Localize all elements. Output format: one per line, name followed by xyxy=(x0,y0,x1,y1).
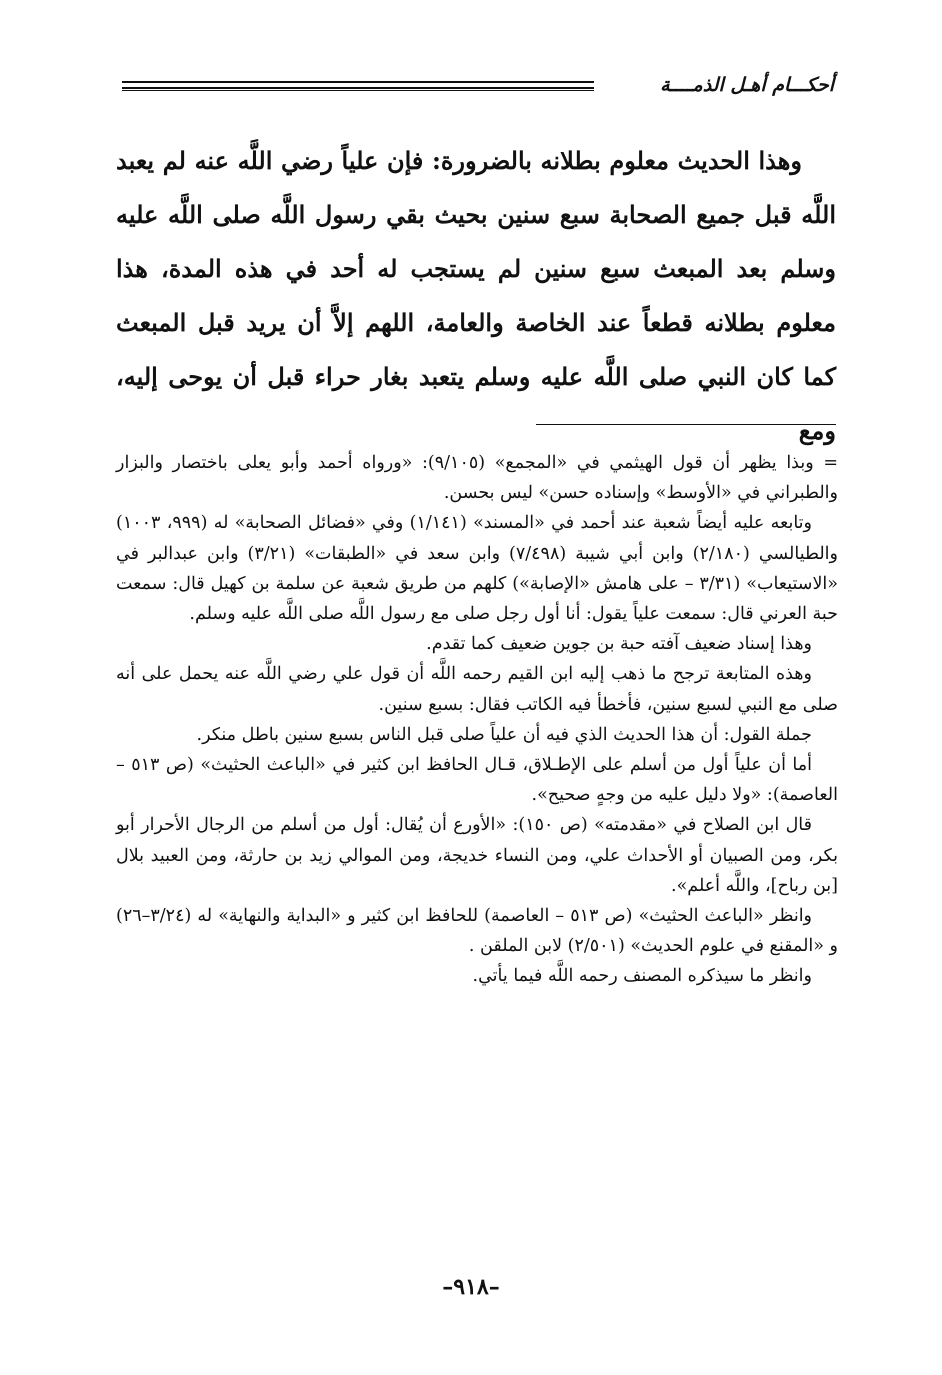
footnote-paragraph: وهذا إسناد ضعيف آفته حبة بن جوين ضعيف كما تقدم. xyxy=(426,634,812,655)
footnote-paragraph: وهذه المتابعة ترجح ما ذهب إليه ابن القيم رحمه اللَّه أن قول علي رضي اللَّه عنه يحمل على أنه صلى مع النبي لسبع سنين، فأخطأ فيه الكاتب فقال: بسبع سنين. xyxy=(116,664,838,715)
page-number: –٩١٨– xyxy=(442,1274,500,1300)
footnote-paragraph: = وبذا يظهر أن قول الهيثمي في «المجمع» (٩/١٠٥): «ورواه أحمد وأبو يعلى باختصار والبزار والطبراني في «الأوسط» وإسناده حسن» ليس بحسن. xyxy=(116,453,838,504)
header-thin-rule xyxy=(122,90,594,91)
footnote-paragraph: وانظر «الباعث الحثيث» (ص ٥١٣ – العاصمة) للحافظ ابن كثير و «البداية والنهاية» له (٣/٢٤–٢٦) و «المقنع في علوم الحديث» (٢/٥٠١) لابن الملقن . xyxy=(116,906,838,957)
running-header xyxy=(122,72,834,98)
footnote-paragraph: أما أن علياً أول من أسلم على الإطـلاق، قـال الحافظ ابن كثير في «الباعث الحثيث» (ص ٥١٣ – العاصمة): «ولا دليل عليه من وجهٍ صحيح». xyxy=(116,755,838,806)
footnote-separator xyxy=(536,424,836,425)
footnote-paragraph: قال ابن الصلاح في «مقدمته» (ص ١٥٠): «الأورع أن يُقال: أول من أسلم من الرجال الأحرار أبو بكر، ومن الصبيان أو الأحداث علي، ومن النساء خديجة، ومن الموالي زيد بن حارثة، ومن العبيد بلال [بن رباح]، واللَّه أعلم». xyxy=(116,815,838,896)
footnote-paragraph: وانظر ما سيذكره المصنف رحمه اللَّه فيما يأتي. xyxy=(472,966,812,987)
main-body-text xyxy=(116,134,836,458)
footnotes xyxy=(116,448,838,992)
footnote-paragraph: جملة القول: أن هذا الحديث الذي فيه أن علياً صلى قبل الناس بسبع سنين باطل منكر. xyxy=(196,724,812,745)
header-title: أحكـــام أهـل الذمــــة xyxy=(660,74,834,96)
header-double-rule xyxy=(122,81,594,89)
main-paragraph: وهذا الحديث معلوم بطلانه بالضرورة: فإن علياً رضي اللَّه عنه لم يعبد اللَّه قبل جميع الصحابة سبع سنين بحيث بقي رسول اللَّه صلى اللَّه عليه وسلم بعد المبعث سبع سنين لم يستجب له أحد في هذه المدة، هذا معلوم بطلانه قطعاً عند الخاصة والعامة، اللهم إلاَّ أن يريد قبل المبعث كما كان النبي صلى اللَّه عليه وسلم يتعبد بغار حراء قبل أن يوحى إليه، ومع xyxy=(116,146,836,445)
footnote-paragraph: وتابعه عليه أيضاً شعبة عند أحمد في «المسند» (١/١٤١) وفي «فضائل الصحابة» له (٩٩٩، ١٠٠٣) والطيالسي (٢/١٨٠) وابن أبي شيبة (٧/٤٩٨) وابن سعد في «الطبقات» (٣/٢١) وابن عبدالبر في «الاستيعاب» (٣/٣١ – على هامش «الإصابة») كلهم من طريق شعبة عن سلمة بن كهيل قال: سمعت حبة العرني قال: سمعت علياً يقول: أنا أول رجل صلى مع رسول اللَّه صلى اللَّه عليه وسلم. xyxy=(116,513,838,625)
